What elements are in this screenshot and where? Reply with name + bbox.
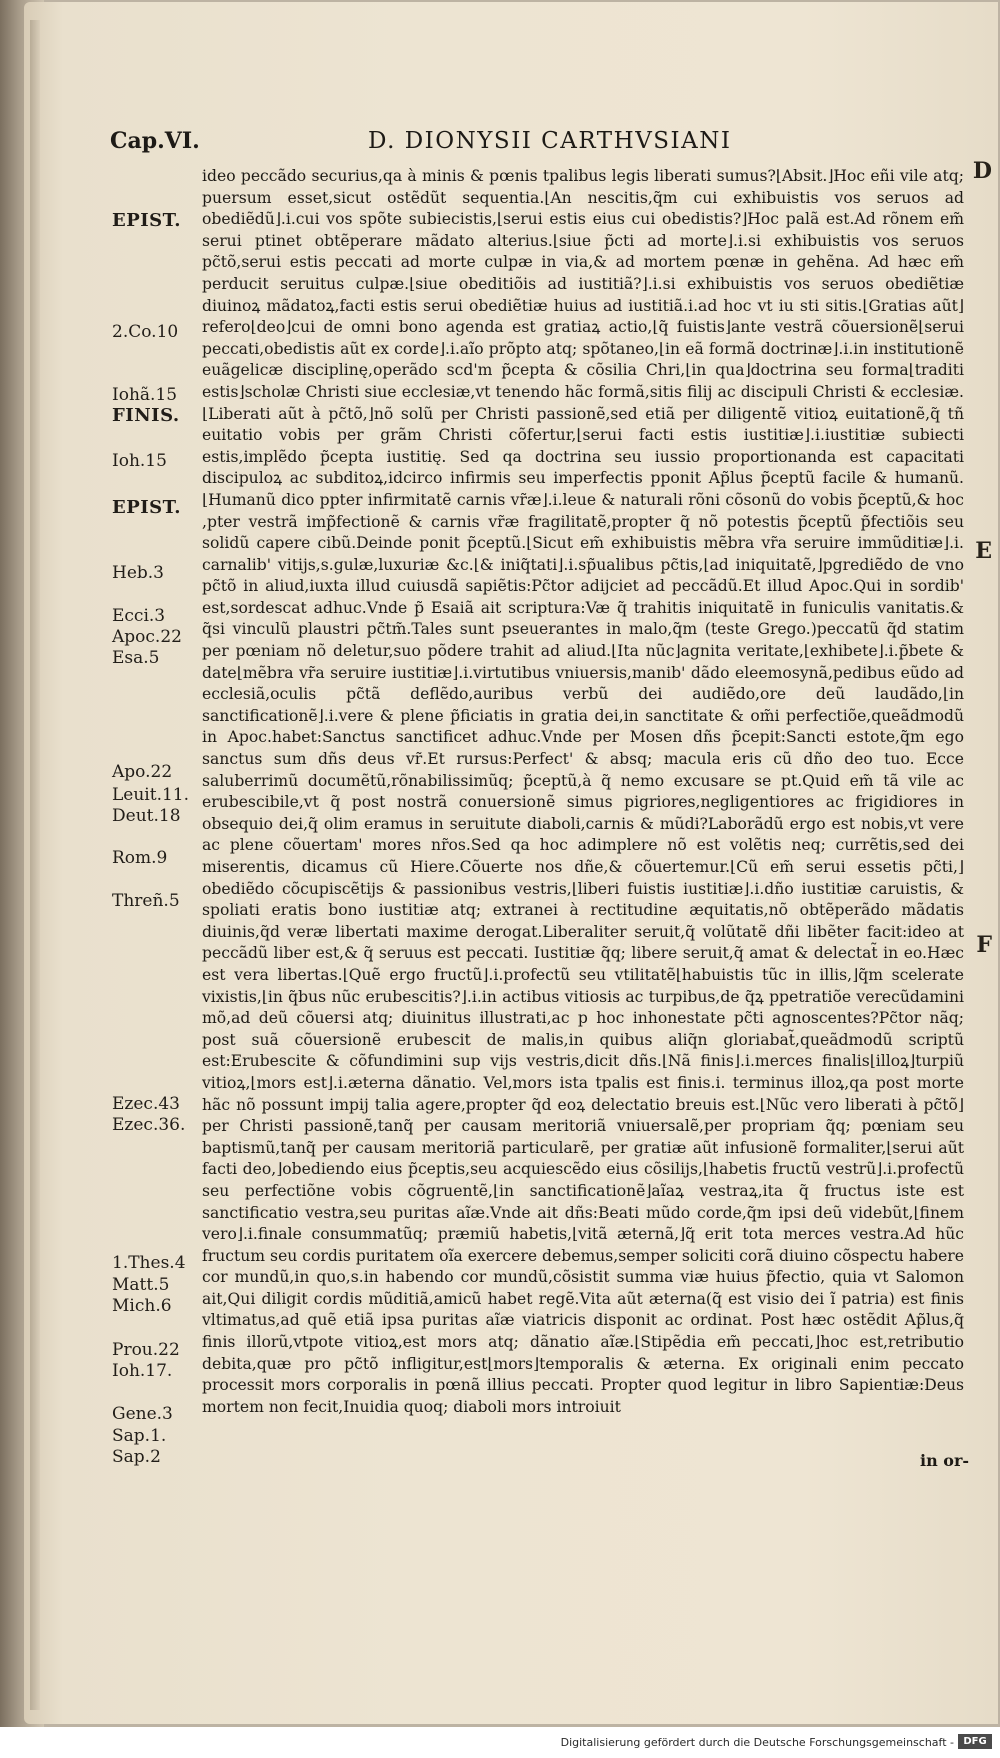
margin-note: Heb.3 — [112, 563, 164, 583]
margin-note: EPIST. — [112, 210, 182, 231]
body-text-column — [202, 166, 964, 1418]
body-paragraph: ideo peccãdo securius,qa à minis & pœnis tpalibus legis liberati sumus?⌊Absit.⌋Hoc eñi vile atq; puersum esset,sicut ostẽdũt sequentia.⌊An nescitis,q̃m cui exhibuistis vos seruos ad obediẽdũ⌋.i.cui vos spõte subiecistis,⌊serui estis eius cui obedistis?⌋Hoc palã est.Ad rõnem em̃ serui ptinet obtẽperare mãdato alterius.⌊siue p̃cti ad morte⌋.i.si exhibuistis vos seruos pc̃tõ,serui estis peccati ad morte culpæ in via,& ad mortem pœnæ in gehẽna. Ad hæc em̃ perducit seruitus culpæ.⌊siue obeditiõis ad iustitiã?⌋.i.si exhibuistis vos seruos obediẽtiæ diuinoꝝ mãdatoꝝ,facti estis serui obediẽtiæ huius ad iustitiã.i.ad hoc vt iu sti sitis.⌊Gratias aũt⌋refero⌊deo⌋cui de omni bono agenda est gratiaꝝ actio,⌊q̃ fuistis⌋ante vestrã cõuersionẽ⌊serui peccati,obedistis aũt ex corde⌋.i.aĩo prõpto atq; spõtaneo,⌊in eã formã doctrinæ⌋.i.in institutionẽ euãgelicæ disciplinę,operãdo scd'm p̃cepta & cõsilia Chri,⌊in qua⌋doctrina seu forma⌊traditi estis⌋scholæ Christi siue ecclesiæ,vt tenendo hãc formã,sitis filij ac discipuli Christi & ecclesiæ.⌊Liberati aũt à pc̃tõ,⌋nõ solũ per Christi passionẽ,sed etiã per diligentẽ vitioꝝ euitationẽ,q̃ tñ euitatio vobis per grãm Christi cõfertur,⌊serui facti estis iustitiæ⌋.i.iustitiæ subiecti estis,implẽdo p̃cepta iustitię. Sed qa doctrina seu iussio proportionanda est capacitati discipuloꝝ ac subditoꝝ,idcirco infirmis seu imperfectis pponit Ap̃lus p̃ceptũ facile & humanũ.⌊Humanũ dico ppter infirmitatẽ carnis vr̃æ⌋.i.leue & naturali rõni cõsonũ do vobis p̃ceptũ,& hoc ,pter vestrã imp̃fectionẽ & carnis vr̃æ fragilitatẽ,propter q̃ nõ potestis p̃ceptũ p̃fectiõis seu solidũ capere cibũ.Deinde ponit p̃ceptũ.⌊Sicut em̃ exhibuistis mẽbra vr̃a seruire immũditiæ⌋.i. carnalib' vitijs,s.gulæ,luxuriæ &c.⌊& iniq̃tati⌋.i.sp̃ualibus pc̃tis,⌊ad iniquitatẽ,⌋pgrediẽdo de vno pc̃tõ in aliud,iuxta illud cuiusdã sapiẽtis:Pc̃tor adijciet ad peccãdũ.Et illud Apoc.Qui in sordib' est,sordescat adhuc.Vnde p̃ Esaiã ait scriptura:Væ q̃ trahitis iniquitatẽ in funiculis vanitatis.& q̃si vinculũ plaustri pc̃tm̃.Tales sunt pseuerantes in malo,q̃m (teste Grego.)peccatũ q̃d statim per pœniam nõ deletur,suo põdere trahit ad aliud.⌊Ita nũc⌋agnita veritate,⌊exhibete⌋.i.p̃bete & date⌊mẽbra vr̃a seruire iustitiæ⌋.i.virtutibus vniuersis,manib' dãdo eleemosynã,pedibus eũdo ad ecclesiã,oculis pc̃tã deflẽdo,auribus verbũ dei audiẽdo,ore deũ laudãdo,⌊in sanctificationẽ⌋.i.vere & plene p̃ficiatis in gratia dei,in sanctitate & om̃i perfectiõe,queãdmodũ in Apoc.habet:Sanctus sanctificet adhuc.Vnde per Mosen dñs p̃cepit:Sancti estote,q̃m ego sanctus sum dñs deus vr̃.Et rursus:Perfect' & absq; macula eris cũ dño deo tuo. Ecce saluberrimũ documẽtũ,rõnabilissimũq; p̃ceptũ,à q̃ nemo excusare se pt.Quid em̃ tã vile ac erubescibile,vt q̃ post nostrã conuersionẽ simus pigriores,negligentiores ac frigidiores in obsequio dei,q̃ olim eramus in seruitute diaboli,carnis & mũdi?Laborãdũ ergo est nobis,vt vere ac plene cõuertam' mores nr̃os.Sed qa hoc adimplere nõ est volẽtis neq; currẽtis,sed dei miserentis, dicamus cũ Hiere.Cõuerte nos dñe,& cõuertemur.⌊Cũ em̃ serui essetis pc̃ti,⌋obediẽdo cõcupiscẽtijs & passionibus vestris,⌊liberi fuistis iustitiæ⌋.i.dño iustitiæ caruistis, & spoliati eratis bono iustitiæ atq; extranei à rectitudine æquitatis,nõ obtẽperãdo mãdatis diuinis,q̃d veræ libertati maxime derogat.Liberaliter seruit,q̃ volũtatẽ dñi libẽter facit:ideo at peccãdũ liber est,& q̃ seruus est peccati. Iustitiæ q̃q; libere seruit,q̃ amat & delectat̃ in eo.Hæc est vera libertas.⌊Quẽ ergo fructũ⌋.i.profectũ seu vtilitatẽ⌊habuistis tũc in illis,⌋q̃m scelerate vixistis,⌊in q̃bus nũc erubescitis?⌋.i.in actibus vitiosis ac turpibus,de q̃ꝝ ppetratiõe verecũdamini mõ,ad deũ cõuersi atq; diuinitus illustrati,ac p hoc inhonestate pc̃ti agnoscentes?Pc̃tor nãq; post suã cõuersionẽ erubescit de malis,in quibus aliq̃n gloriabat̃,queãdmodũ scriptũ est:Erubescite & cõfundimini sup vijs vestris,dicit dñs.⌊Nã finis⌋.i.merces finalis⌊illoꝝ⌋turpiũ vitioꝝ,⌊mors est⌋.i.æterna dãnatio. Vel,mors ista tpalis est finis.i. terminus illoꝝ,qa post morte hãc nõ possunt impij talia agere,propter q̃d eoꝝ delectatio breuis est.⌊Nũc vero liberati à pc̃tõ⌋per Christi passionẽ,tanq̃ per causam meritoriã vniuersalẽ,per propriam q̃q; pœniam seu baptismũ,tanq̃ per causam meritoriã particularẽ, per gratiæ aũt infusionẽ formaliter,⌊serui aũt facti deo,⌋obediendo eius p̃ceptis,seu acquiescẽdo eius cõsilijs,⌊habetis fructũ vestrũ⌋.i.profectũ seu perfectiõne vobis cõgruentẽ,⌊in sanctificationẽ⌋aĩaꝝ vestraꝝ,ita q̃ fructus iste est sanctificatio vestra,seu puritas aĩæ.Vnde ait dñs:Beati mũdo corde,q̃m ipsi deũ videbũt,⌊finem vero⌋.i.finale consummatũq; præmiũ habetis,⌊vitã æternã,⌋q̃ erit tota merces vestra.Ad hũc fructum seu cordis puritatem oĩa exercere debemus,semper soliciti corã diuino cõspectu habere cor mundũ,in quo,s.in habendo cor mundũ,cõsistit summa viæ huius p̃fectio, quia vt Salomon ait,Qui diligit cordis mũditiã,amicũ habet regẽ.Vita aũt æterna(q̃ est visio dei ĩ patria) est finis vltimatus,ad quẽ etiã ipsa puritas aĩæ viatricis disponit ac ordinat. Post hæc ostẽdit Ap̃lus,q̃ finis illorũ,vtpote vitioꝝ,est mors atq; dãnatio aĩæ.⌊Stipẽdia em̃ peccati,⌋hoc est,retributio debita,quæ pro pc̃tõ infligitur,est⌊mors⌋temporalis & æterna. Ex originali enim peccato processit mors corporalis in pœnã illius peccati. Propter quod legitur in libro Sapientiæ:Deus mortem non fecit,Inuidia quoq; diaboli mors introiuit — [202, 167, 964, 1416]
section-letter-e: E — [975, 538, 992, 564]
section-letter-f: F — [976, 932, 992, 958]
margin-note: Gene.3 — [112, 1404, 173, 1424]
author-heading: D. DIONYSII CARTHVSIANI — [368, 128, 732, 154]
margin-note: Esa.5 — [112, 648, 160, 668]
margin-note: EPIST. — [112, 497, 182, 518]
margin-note: 2.Co.10 — [112, 322, 179, 342]
margin-note: Leuit.11. — [112, 785, 190, 805]
margin-note: Mich.6 — [112, 1296, 172, 1316]
margin-note: FINIS. — [112, 405, 180, 426]
catchword: in or- — [920, 1451, 970, 1470]
chapter-label: Cap.VI. — [110, 128, 200, 154]
margin-note: Iohã.15 — [112, 385, 178, 405]
dfg-logo-icon: DFG — [958, 1734, 992, 1749]
margin-note: Apo.22 — [112, 762, 173, 782]
running-head — [0, 128, 1000, 164]
page-edge-shadow — [30, 20, 40, 1710]
margin-note: Ecci.3 — [112, 606, 166, 626]
margin-note: Ezec.43 — [112, 1094, 180, 1114]
margin-note: Deut.18 — [112, 806, 181, 826]
margin-note: 1.Thes.4 — [112, 1253, 186, 1273]
margin-note: Ezec.36. — [112, 1115, 186, 1135]
margin-note: Sap.2 — [112, 1447, 161, 1467]
margin-note: Matt.5 — [112, 1275, 170, 1295]
margin-note: Ioh.17. — [112, 1361, 173, 1381]
margin-note: Rom.9 — [112, 848, 168, 868]
margin-note: Ioh.15 — [112, 451, 167, 471]
funding-credit: Digitalisierung gefördert durch die Deutsche Forschungsgemeinschaft - — [560, 1736, 954, 1749]
section-letter-d: D — [972, 158, 992, 184]
margin-note: Sap.1. — [112, 1426, 167, 1446]
margin-note: Threñ.5 — [112, 891, 180, 911]
digitization-footer — [0, 1727, 1000, 1758]
margin-note: Apoc.22 — [112, 627, 182, 647]
margin-note: Prou.22 — [112, 1340, 180, 1360]
